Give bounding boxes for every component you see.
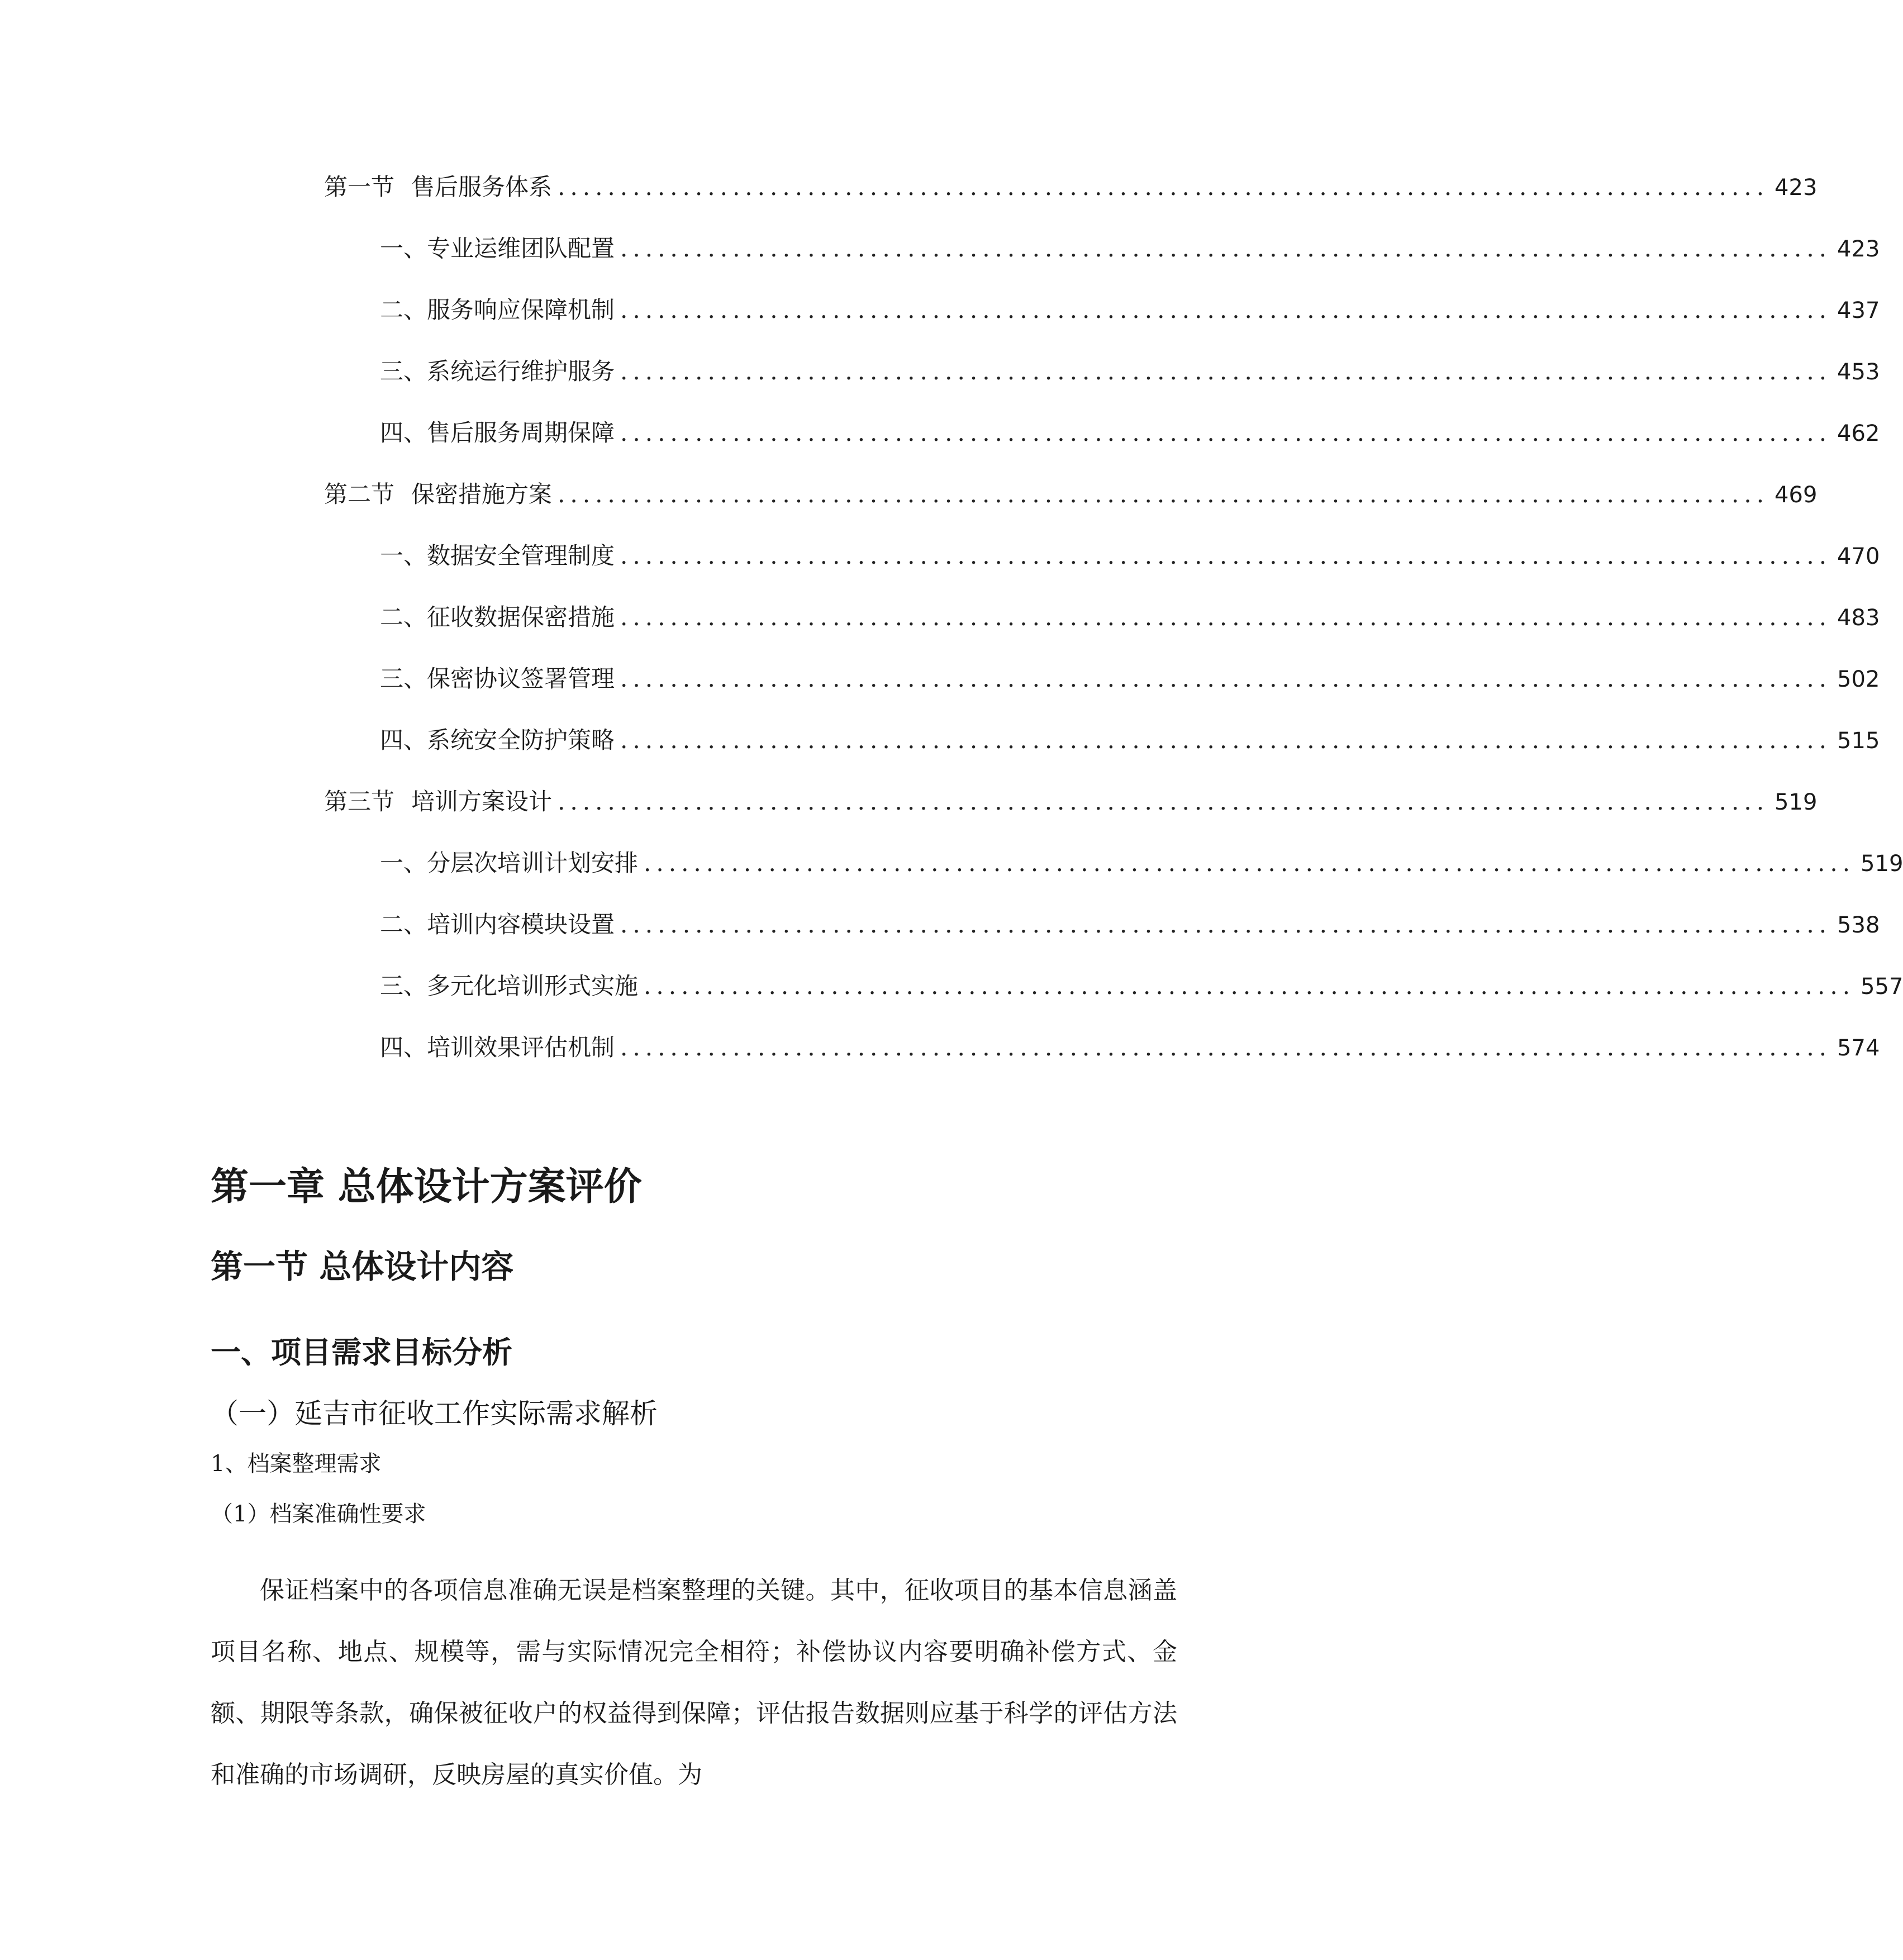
toc-entry[interactable] [380, 1028, 1880, 1067]
toc-leader: ................................................................................................. [620, 726, 1832, 754]
toc-entry[interactable] [380, 844, 1903, 883]
toc-label: 多元化培训形式实施 [427, 972, 639, 1000]
toc-page: 462 [1837, 421, 1880, 446]
toc-label: 数据安全管理制度 [427, 542, 615, 569]
toc-label: 培训效果评估机制 [427, 1034, 615, 1061]
toc-entry[interactable] [380, 659, 1880, 698]
toc-leader: ................................................................................................. [644, 849, 1856, 877]
toc-number: 第二节 [324, 481, 395, 508]
toc-page: 519 [1774, 789, 1818, 815]
toc-leader: ................................................................................................. [644, 972, 1856, 1000]
item-heading: 1、档案整理需求 [211, 1451, 382, 1477]
toc-page: 470 [1837, 544, 1880, 569]
toc-leader: ................................................................................................. [620, 358, 1832, 385]
toc-label: 售后服务周期保障 [427, 419, 615, 446]
chapter-title: 第一章 总体设计方案评价 [211, 1165, 642, 1209]
toc-page: 557 [1861, 974, 1903, 1000]
toc-entry[interactable] [380, 536, 1880, 575]
section-title: 第一节 总体设计内容 [211, 1248, 514, 1286]
toc-entry[interactable] [380, 413, 1880, 453]
toc-number: 四、 [380, 726, 427, 754]
toc-page: 437 [1837, 298, 1880, 324]
toc-entry[interactable] [380, 905, 1880, 944]
toc-leader: ................................................................................................. [620, 603, 1832, 631]
toc-label: 培训内容模块设置 [427, 911, 615, 938]
toc-label: 专业运维团队配置 [427, 235, 615, 262]
toc-page: 469 [1774, 482, 1818, 508]
toc-entry[interactable] [380, 721, 1880, 760]
toc-label: 培训方案设计 [411, 788, 553, 815]
toc-leader: ................................................................................................. [620, 542, 1832, 569]
toc-number: 二、 [380, 911, 427, 938]
toc-number: 三、 [380, 665, 427, 692]
toc-number: 二、 [380, 296, 427, 324]
toc-label: 服务响应保障机制 [427, 296, 615, 324]
toc-leader: ................................................................................................. [558, 173, 1769, 201]
toc-label: 分层次培训计划安排 [427, 849, 639, 877]
item-subheading: （1）档案准确性要求 [211, 1501, 426, 1527]
toc-label: 保密措施方案 [411, 481, 553, 508]
toc-label: 系统安全防护策略 [427, 726, 615, 754]
toc-leader: ................................................................................................. [620, 911, 1832, 938]
toc-number: 四、 [380, 419, 427, 446]
toc-number: 第一节 [324, 173, 395, 201]
toc-leader: ................................................................................................. [620, 1034, 1832, 1061]
toc-page: 515 [1837, 728, 1880, 754]
toc-entry[interactable] [380, 598, 1880, 637]
toc-leader: ................................................................................................. [558, 481, 1769, 508]
toc-page: 453 [1837, 359, 1880, 385]
toc-label: 征收数据保密措施 [427, 603, 615, 631]
toc-entry[interactable] [324, 782, 1818, 821]
toc-label: 售后服务体系 [411, 173, 553, 201]
toc-page: 423 [1774, 175, 1818, 201]
toc-leader: ................................................................................................. [558, 788, 1769, 815]
toc-page: 483 [1837, 605, 1880, 631]
toc-entry[interactable] [380, 291, 1880, 330]
subsection-title: 一、项目需求目标分析 [211, 1335, 512, 1370]
toc-entry[interactable] [380, 967, 1903, 1006]
toc-number: 一、 [380, 542, 427, 569]
toc-number: 一、 [380, 849, 427, 877]
toc-leader: ................................................................................................. [620, 665, 1832, 692]
subsubsection-title: （一）延吉市征收工作实际需求解析 [211, 1397, 658, 1430]
toc-number: 第三节 [324, 788, 395, 815]
toc-label: 系统运行维护服务 [427, 358, 615, 385]
toc-page: 574 [1837, 1035, 1880, 1061]
toc-number: 三、 [380, 358, 427, 385]
toc-leader: ................................................................................................. [620, 296, 1832, 324]
toc-entry[interactable] [324, 168, 1818, 207]
toc-entry[interactable] [324, 475, 1818, 514]
toc-leader: ................................................................................................. [620, 419, 1832, 446]
toc-leader: ................................................................................................. [620, 235, 1832, 262]
toc-entry[interactable] [380, 229, 1880, 268]
toc-page: 538 [1837, 912, 1880, 938]
toc-number: 二、 [380, 603, 427, 631]
toc-page: 502 [1837, 667, 1880, 692]
toc-number: 一、 [380, 235, 427, 262]
body-paragraph: 保证档案中的各项信息准确无误是档案整理的关键。其中，征收项目的基本信息涵盖项目名称、地点、规模等，需与实际情况完全相符；补偿协议内容要明确补偿方式、金额、期限等条款，确保被征收户的权益得到保障；评估报告数据则应基于科学的评估方法和准确的市场调研，反映房屋的真实价值。为 [211, 1576, 1177, 1789]
toc-entry[interactable] [380, 352, 1880, 391]
toc-page: 423 [1837, 236, 1880, 262]
toc-page: 519 [1861, 851, 1903, 877]
toc-number: 三、 [380, 972, 427, 1000]
toc-number: 四、 [380, 1034, 427, 1061]
toc-label: 保密协议签署管理 [427, 665, 615, 692]
